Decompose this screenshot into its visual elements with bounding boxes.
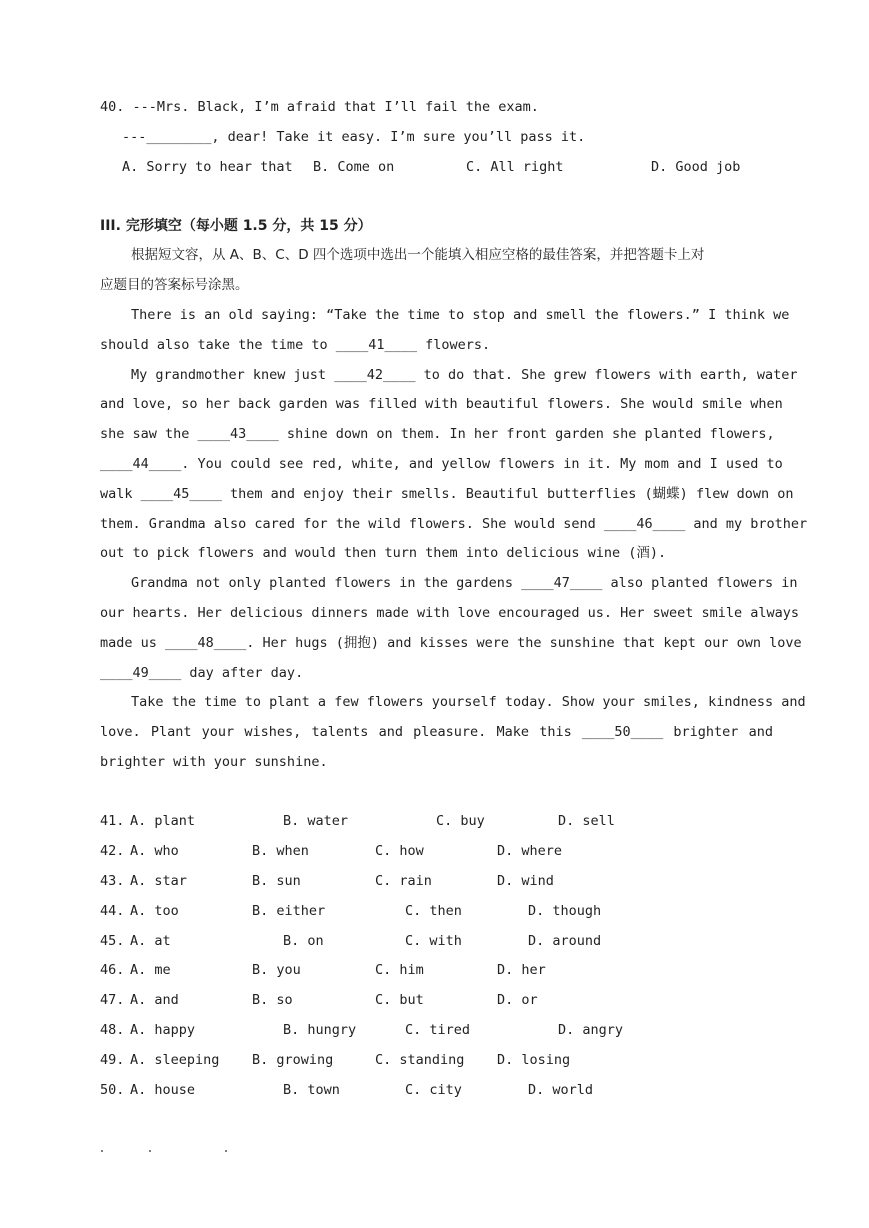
passage-line: Grandma not only planted flowers in the gardens ____47____ also planted flowers in [131,575,798,591]
option-b: B. on [283,933,324,949]
option-b: B. water [283,813,349,829]
option-b: B. sun [252,873,301,889]
option-c: C. buy [436,813,485,829]
passage-line: out to pick flowers and would then turn them into delicious wine (酒). [100,545,667,561]
option-b: B. so [252,992,293,1008]
option-d: D. sell [558,813,615,829]
passage-line: ____44____. You could see red, white, and yellow flowers in it. My mom and I used to [100,456,783,472]
q40-option-a: A. Sorry to hear that [122,159,293,175]
option-b: B. hungry [283,1022,357,1038]
section-instruction-2: 应题目的答案标号涂黑。 [100,277,249,293]
option-d: D. though [528,903,602,919]
option-d: D. angry [558,1022,624,1038]
question-number: 47. [100,992,125,1008]
option-c: C. him [375,962,424,978]
q40-option-b: B. Come on [313,159,395,175]
option-a: A. too [130,903,179,919]
option-c: C. then [405,903,462,919]
option-c: C. how [375,843,424,859]
option-c: C. standing [375,1052,465,1068]
passage-line: My grandmother knew just ____42____ to do that. She grew flowers with earth, water [131,367,798,383]
question-number: 46. [100,962,125,978]
option-d: D. losing [497,1052,571,1068]
passage-line: love. Plant your wishes, talents and pleasure. Make this ____50____ brighter and [100,724,773,740]
passage-line: should also take the time to ____41____ flowers. [100,337,491,353]
q40-option-d: D. Good job [651,159,741,175]
option-c: C. tired [405,1022,471,1038]
option-a: A. house [130,1082,196,1098]
option-a: A. and [130,992,179,1008]
option-d: D. her [497,962,546,978]
footer-dot [225,1150,227,1152]
q40-reply: ---________, dear! Take it easy. I’m sure you’ll pass it. [122,129,586,145]
q40-stem: 40. ---Mrs. Black, I’m afraid that I’ll fail the exam. [100,99,539,115]
question-number: 43. [100,873,125,889]
option-c: C. city [405,1082,462,1098]
option-a: A. sleeping [130,1052,220,1068]
footer-dot [149,1150,151,1152]
question-number: 44. [100,903,125,919]
option-a: A. at [130,933,171,949]
passage-line: walk ____45____ them and enjoy their smells. Beautiful butterflies (蝴蝶) flew down on [100,486,794,502]
passage-line: them. Grandma also cared for the wild flowers. She would send ____46____ and my brother [100,516,808,532]
passage-line: brighter with your sunshine. [100,754,328,770]
passage-line: she saw the ____43____ shine down on them. In her front garden she planted flowers, [100,426,775,442]
option-a: A. star [130,873,187,889]
passage-line: There is an old saying: “Take the time to stop and smell the flowers.” I think we [131,307,790,323]
option-d: D. around [528,933,602,949]
section-instruction-1: 根据短文容，从 A、B、C、D 四个选项中选出一个能填入相应空格的最佳答案，并把答题卡上对 [131,247,705,263]
passage-line: Take the time to plant a few flowers yourself today. Show your smiles, kindness and [131,694,806,710]
option-d: D. or [497,992,538,1008]
option-d: D. where [497,843,563,859]
option-b: B. either [252,903,326,919]
footer-dot [101,1150,103,1152]
option-a: A. plant [130,813,196,829]
question-number: 45. [100,933,125,949]
option-b: B. town [283,1082,340,1098]
option-b: B. when [252,843,309,859]
question-number: 50. [100,1082,125,1098]
section-heading: III. 完形填空（每小题 1.5 分，共 15 分） [100,218,372,234]
option-d: D. wind [497,873,554,889]
q40-option-c: C. All right [466,159,564,175]
question-number: 49. [100,1052,125,1068]
option-c: C. rain [375,873,432,889]
option-b: B. growing [252,1052,334,1068]
option-a: A. happy [130,1022,196,1038]
option-a: A. who [130,843,179,859]
passage-line: made us ____48____. Her hugs (拥抱) and kisses were the sunshine that kept our own love [100,635,802,651]
question-number: 48. [100,1022,125,1038]
passage-line: ____49____ day after day. [100,665,304,681]
question-number: 41. [100,813,125,829]
option-c: C. but [375,992,424,1008]
option-d: D. world [528,1082,594,1098]
option-b: B. you [252,962,301,978]
option-a: A. me [130,962,171,978]
passage-line: our hearts. Her delicious dinners made with love encouraged us. Her sweet smile always [100,605,799,621]
option-c: C. with [405,933,462,949]
passage-line: and love, so her back garden was filled with beautiful flowers. She would smile when [100,396,783,412]
question-number: 42. [100,843,125,859]
